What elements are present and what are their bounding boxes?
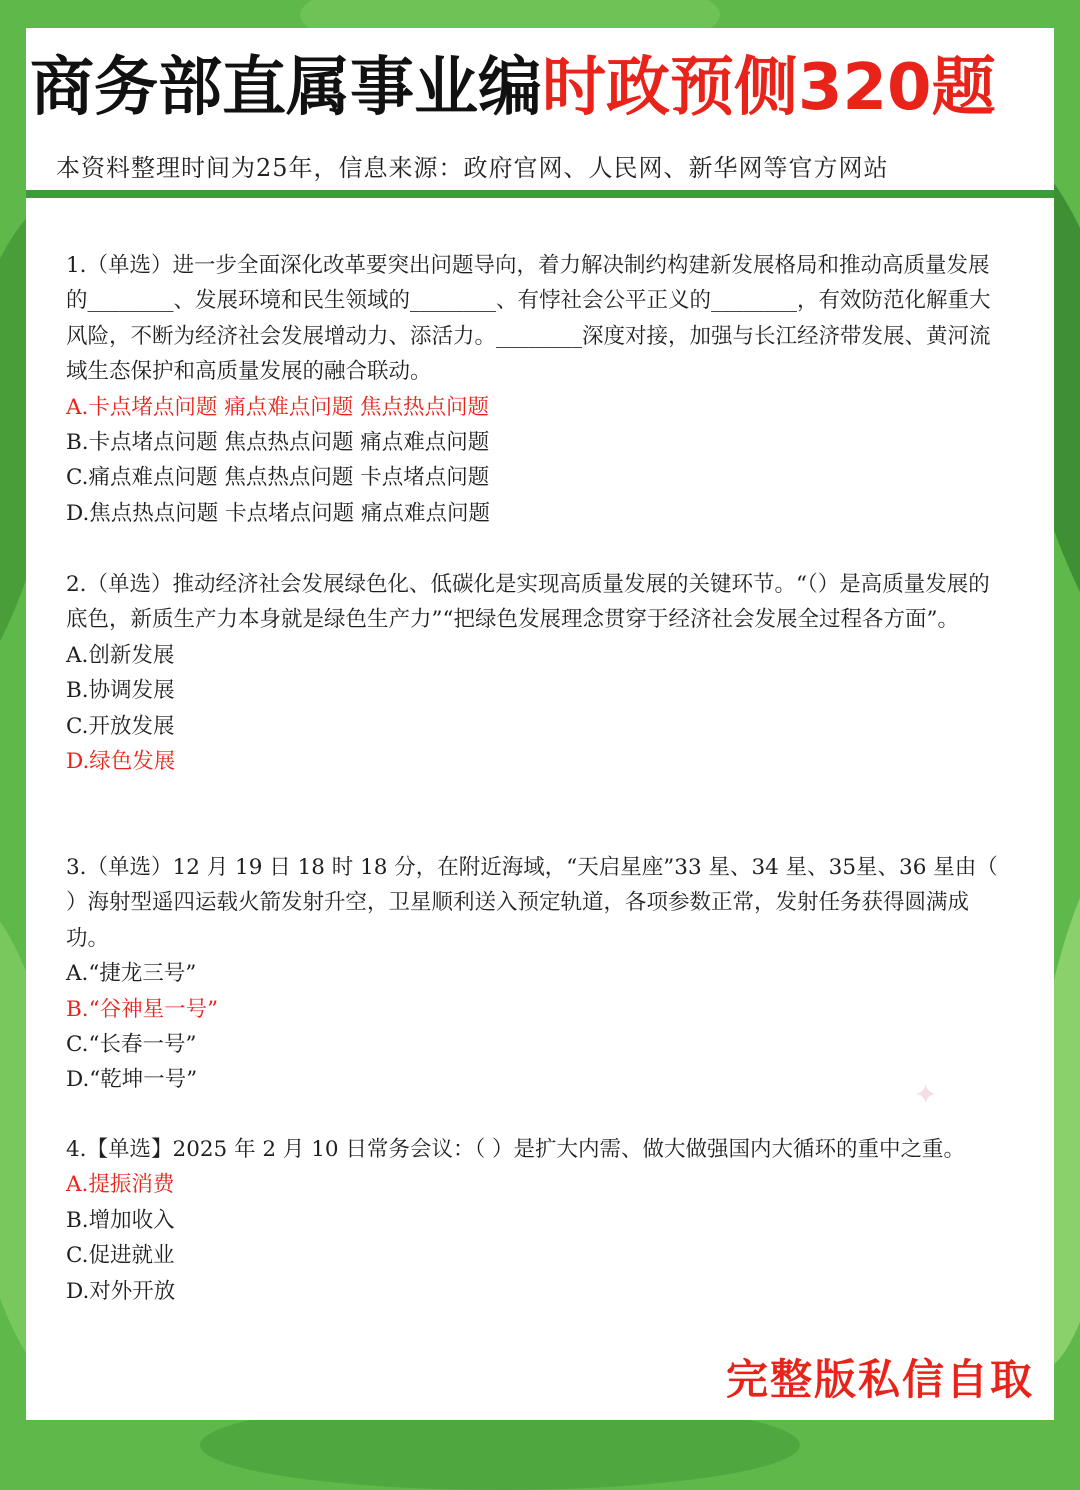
title-red: 时政预侧320题 bbox=[542, 51, 996, 125]
question-3 bbox=[66, 850, 1006, 1098]
question-stem: 4.【单选】2025 年 2 月 10 日常务会议：（ ）是扩大内需、做大做强国内大循环的重中之重。 bbox=[66, 1137, 966, 1162]
header bbox=[26, 28, 1054, 196]
question-2 bbox=[66, 567, 1006, 779]
option-c: C.痛点难点问题 焦点热点问题 卡点堵点问题 bbox=[66, 465, 490, 491]
question-4 bbox=[66, 1132, 1006, 1309]
title-black: 商务部直属事业编 bbox=[30, 51, 542, 125]
option-d: D.焦点热点问题 卡点堵点问题 痛点难点问题 bbox=[66, 500, 490, 526]
sparkle-icon: ✦ bbox=[914, 1078, 938, 1111]
page-title bbox=[30, 38, 1050, 138]
option-a: A.“捷龙三号” bbox=[66, 961, 197, 987]
option-d: D.对外开放 bbox=[66, 1278, 176, 1304]
option-a: A.提振消费 bbox=[66, 1172, 175, 1198]
option-d: D.“乾坤一号” bbox=[66, 1067, 198, 1093]
option-c: C.开放发展 bbox=[66, 713, 175, 739]
option-b: B.“谷神星一号” bbox=[66, 996, 219, 1022]
option-a: A.卡点堵点问题 痛点难点问题 焦点热点问题 bbox=[66, 394, 490, 420]
option-b: B.卡点堵点问题 焦点热点问题 痛点难点问题 bbox=[66, 430, 490, 456]
question-stem: 1.（单选）进一步全面深化改革要突出问题导向，着力解决制约构建新发展格局和推动高质量发展的________、发展环境和民生领域的________、有悖社会公平正义的________，有效防范化解重大风险，不断为经济社会发展增动力、添活力。________深度对接，加强与长江经济带发展、黄河流域生态保护和高质量发展的融合联动。 bbox=[66, 253, 991, 385]
option-b: B.协调发展 bbox=[66, 678, 175, 704]
option-b: B.增加收入 bbox=[66, 1207, 175, 1233]
option-c: C.“长春一号” bbox=[66, 1032, 197, 1058]
question-stem: 2.（单选）推动经济社会发展绿色化、低碳化是实现高质量发展的关键环节。“（）是高质量发展的底色，新质生产力本身就是绿色生产力”“把绿色发展理念贯穿于经济社会发展全过程各方面”。 bbox=[66, 572, 990, 633]
document-card bbox=[26, 28, 1054, 1420]
option-c: C.促进就业 bbox=[66, 1243, 175, 1269]
option-d: D.绿色发展 bbox=[66, 749, 176, 775]
cta-private-message: 完整版私信自取 bbox=[725, 1355, 1034, 1404]
question-stem: 3.（单选）12 月 19 日 18 时 18 分，在附近海域，“天启星座”33 星、34 星、35星、36 星由（ ）海射型遥四运载火箭发射升空，卫星顺利送入预定轨道，各项参数正常，发射任务获得圆满成功。 bbox=[66, 855, 998, 951]
question-1 bbox=[66, 248, 1006, 531]
subtitle: 本资料整理时间为25年，信息来源：政府官网、人民网、新华网等官方网站 bbox=[56, 154, 889, 182]
option-a: A.创新发展 bbox=[66, 642, 175, 668]
header-divider bbox=[26, 190, 1054, 198]
